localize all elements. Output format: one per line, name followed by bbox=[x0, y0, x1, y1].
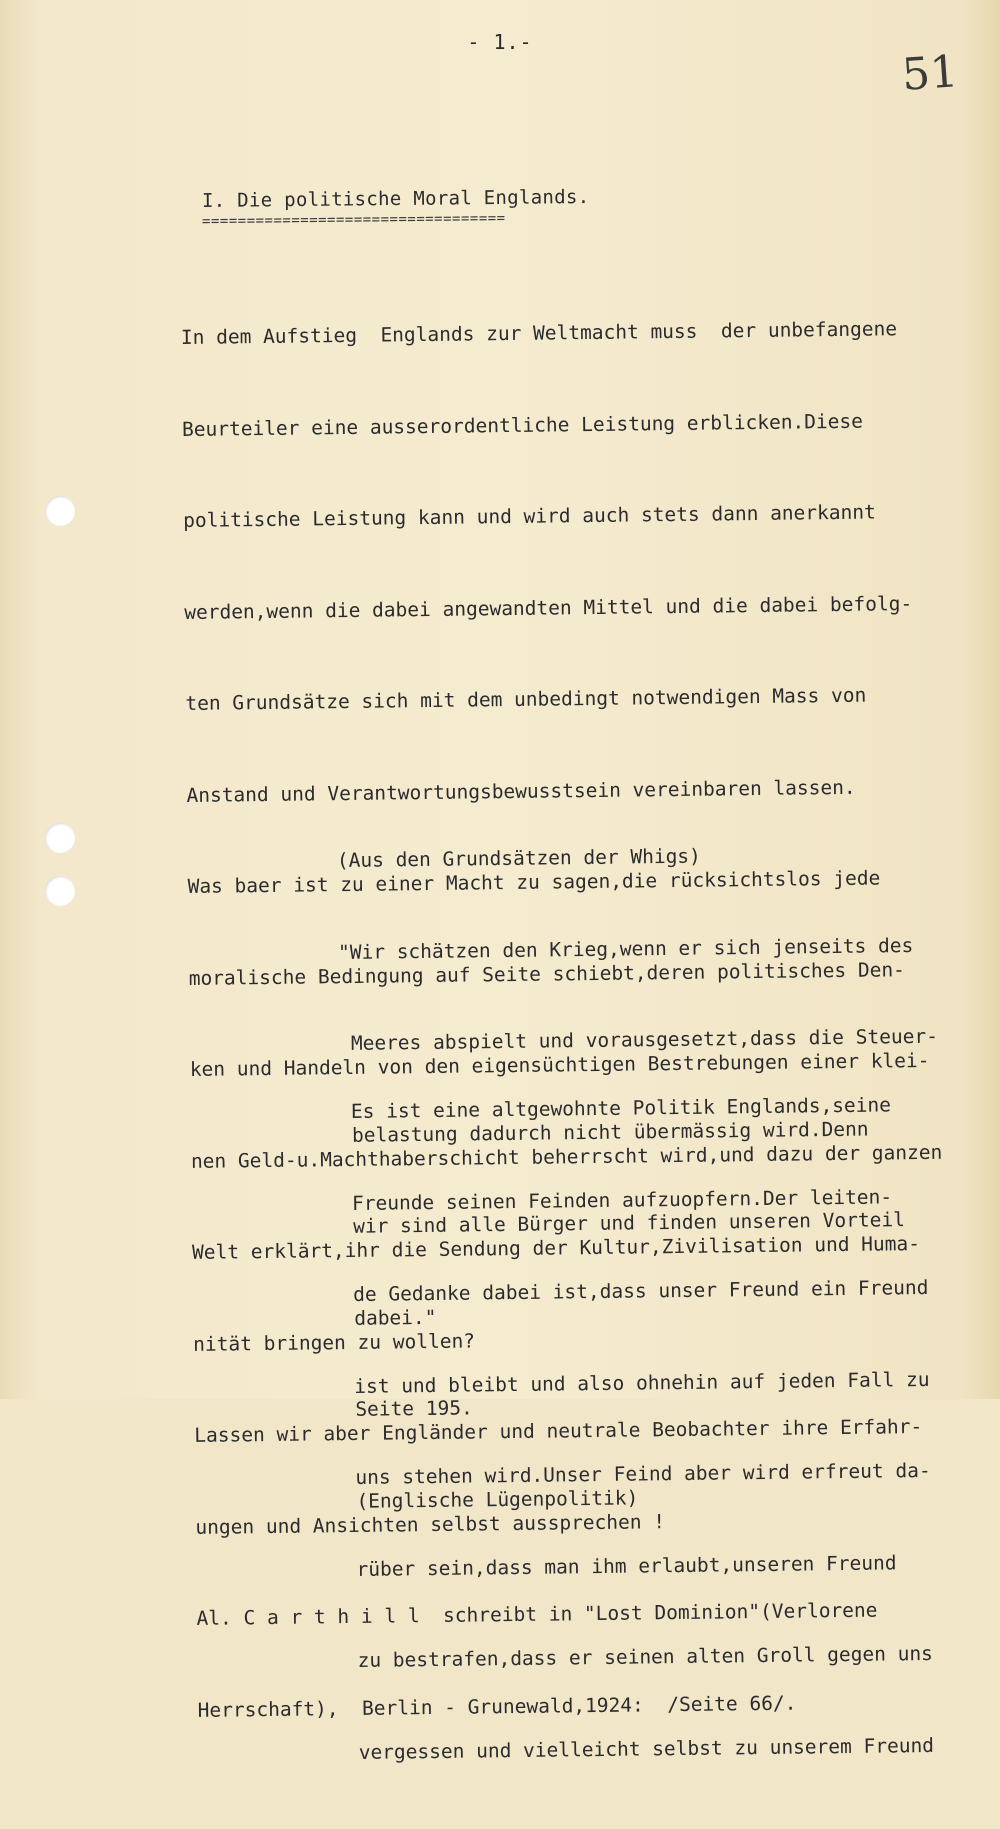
text-line: (Aus den Grundsätzen der Whigs) bbox=[336, 844, 701, 872]
text-line: Beurteiler eine ausserordentliche Leistung erblicken.Diese bbox=[181, 409, 864, 441]
text-line: uns stehen wird.Unser Feind aber wird erfreut da- bbox=[355, 1458, 931, 1489]
text-line: Welt erklärt,ihr die Sendung der Kultur,Zivilisation und Huma- bbox=[191, 1232, 921, 1264]
text-line: Lassen wir aber Engländer und neutrale Beobachter ihre Erfahr- bbox=[194, 1415, 923, 1447]
text-line: Seite 195. bbox=[343, 1396, 473, 1421]
section-heading: I. Die politische Moral Englands. bbox=[201, 185, 590, 213]
punch-hole bbox=[45, 496, 75, 526]
text-line: "Wir schätzen den Krieg,wenn er sich jenseits des bbox=[337, 933, 914, 964]
page-number: - 1.- bbox=[467, 30, 533, 54]
text-line: dabei." bbox=[342, 1305, 437, 1330]
text-line: ken und Handeln von den eigensüchtigen Bestrebungen einer klei- bbox=[189, 1048, 930, 1081]
text-line: wir sind alle Bürger und finden unseren Vorteil bbox=[341, 1208, 906, 1238]
punch-hole bbox=[45, 823, 75, 853]
quote-block-2 bbox=[350, 1029, 935, 1829]
heading-underline: ================================== bbox=[201, 210, 506, 230]
text-line: ungen und Ansichten selbst aussprechen ! bbox=[195, 1509, 666, 1539]
text-line: Meeres abspielt und vorausgesetzt,dass die Steuer- bbox=[339, 1024, 939, 1055]
text-line: nität bringen zu wollen? bbox=[193, 1328, 476, 1356]
text-line: In dem Aufstieg Englands zur Weltmacht muss der unbefangene bbox=[180, 317, 898, 349]
text-line: ist und bleibt und also ohnehin auf jeden Fall zu bbox=[354, 1367, 930, 1398]
text-line: moralische Bedingung auf Seite schiebt,deren politisches Den- bbox=[188, 957, 905, 990]
text-line: zu bestrafen,dass er seinen alten Groll gegen uns bbox=[357, 1641, 933, 1672]
text-line: Al. C a r t h i l l schreibt in "Lost Dominion"(Verlorene bbox=[196, 1598, 878, 1630]
text-line: nen Geld-u.Machthaberschicht beherrscht wird,und dazu der ganzen bbox=[190, 1140, 943, 1173]
text-line: belastung dadurch nicht übermässig wird.Denn bbox=[340, 1117, 869, 1147]
text-line: Herrschaft), Berlin - Grunewald,1924: /Seite 66/. bbox=[197, 1691, 797, 1722]
text-line: Es ist eine altgewohnte Politik Englands,seine bbox=[350, 1093, 892, 1123]
punch-hole bbox=[45, 876, 75, 906]
text-line: ten Grundsätze sich mit dem unbedingt notwendigen Mass von bbox=[185, 683, 867, 715]
text-line: rüber sein,dass man ihm erlaubt,unseren Freund bbox=[356, 1550, 897, 1581]
text-line: werden,wenn die dabei angewandten Mittel und die dabei befolg- bbox=[184, 591, 913, 624]
text-line: politische Leistung kann und wird auch stets dann anerkannt bbox=[183, 500, 876, 532]
text-line: Anstand und Verantwortungsbewusstsein vereinbaren lassen. bbox=[186, 775, 856, 807]
text-line: Was baer ist zu einer Macht zu sagen,die rücksichtslos jede bbox=[187, 866, 881, 898]
text-line: de Gedanke dabei ist,dass unser Freund ein Freund bbox=[353, 1275, 929, 1306]
text-line: vergessen und vielleicht selbst zu unserem Freund bbox=[358, 1733, 935, 1764]
folio-number: 51 bbox=[900, 46, 960, 101]
text-line: Freunde seinen Feinden aufzuopfern.Der leiten- bbox=[351, 1184, 893, 1215]
text-line: (Englische Lügenpolitik) bbox=[344, 1485, 639, 1513]
